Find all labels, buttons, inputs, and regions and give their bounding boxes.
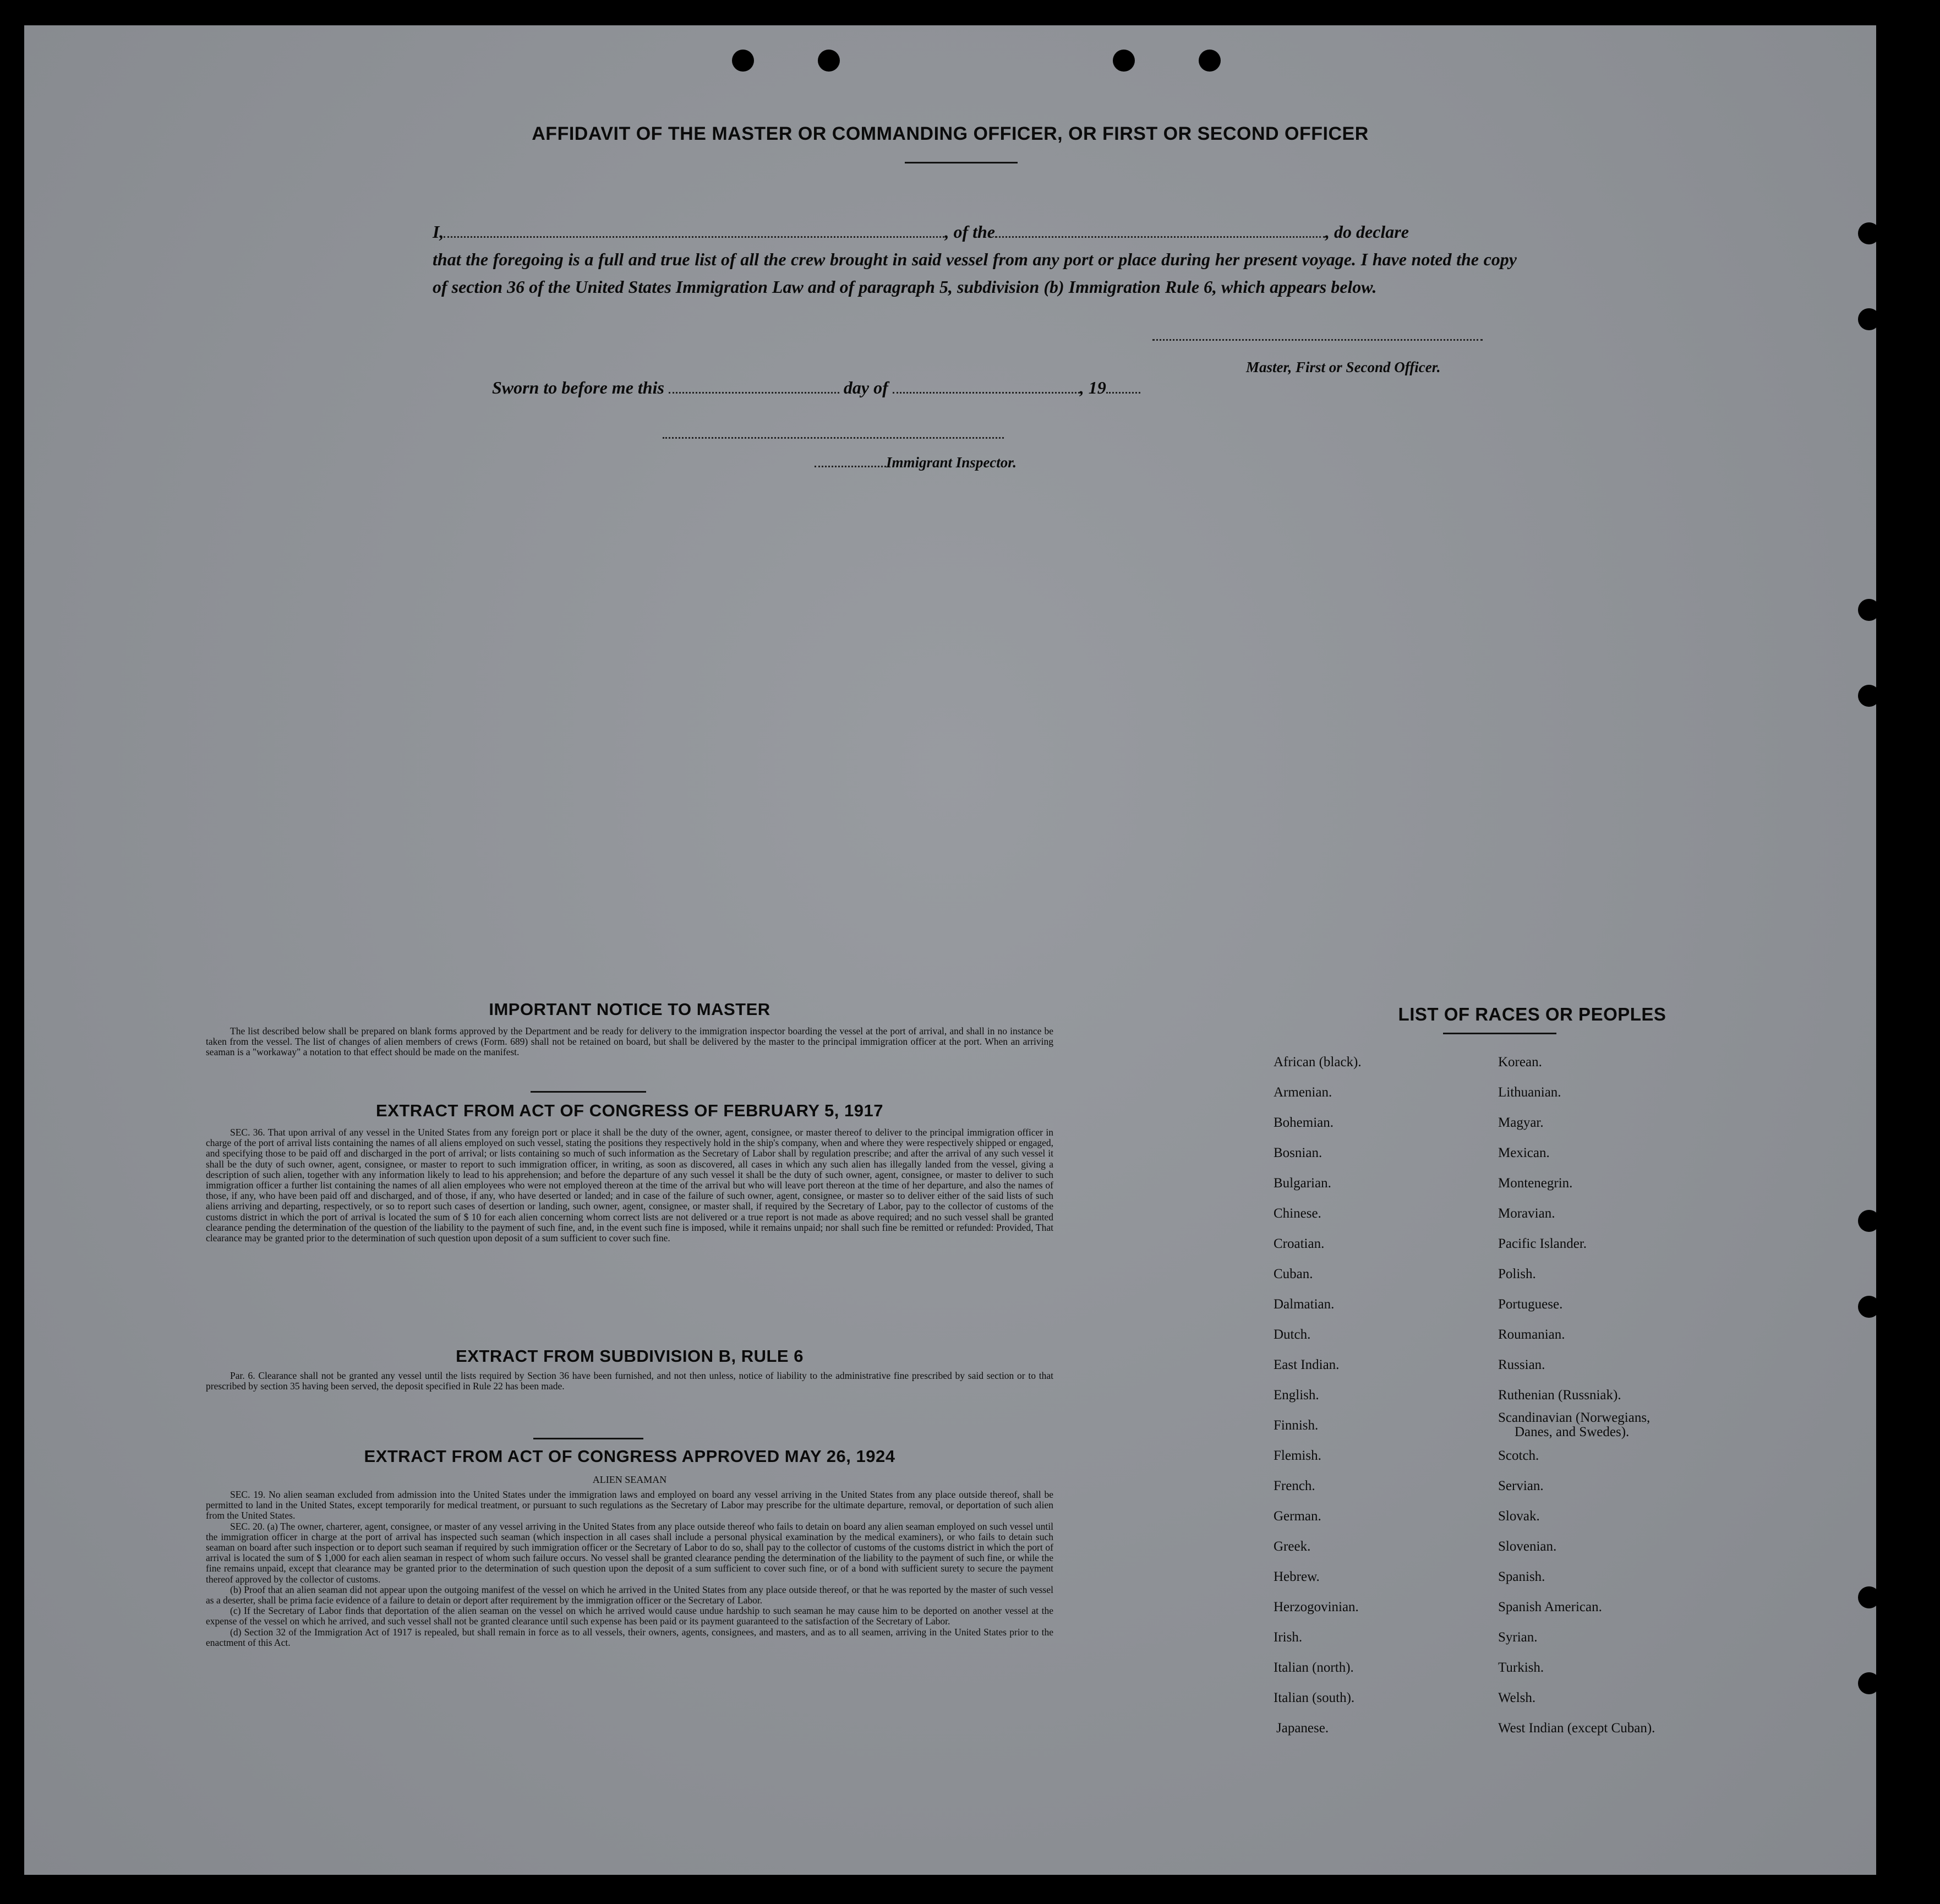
race-item: Croatian. [1274,1236,1325,1251]
punch-hole [732,50,754,72]
act-1924-title: EXTRACT FROM ACT OF CONGRESS APPROVED MAY 26, 1924 [364,1447,895,1466]
vessel-name-field[interactable] [995,223,1325,238]
inspector-name-field[interactable] [815,452,886,467]
race-item: Italian (north). [1274,1660,1354,1675]
title-underline [905,162,1018,163]
master-signature-line[interactable] [1152,339,1483,341]
par-6-paragraph: Par. 6. Clearance shall not be granted any vessel until the lists required by Section 36 have been furnished, and not then unless, notice of liability to the administrative fine prescribed by said section or to that prescribed by section 35 having been served, the deposit specified in Rule 22 has been made. [206,1370,1053,1392]
race-item: Mexican. [1498,1145,1550,1160]
race-item: English. [1274,1388,1319,1403]
day-of-label: day of [843,378,888,397]
sec-20d-paragraph: (d) Section 32 of the Immigration Act of 1917 is repealed, but shall remain in force as to all vessels, their owners, agents, consignees, and masters, and as to all seamen, arriving in the United States prior to the enactment of this Act. [206,1626,1053,1648]
punch-hole [1199,50,1221,72]
affidavit-text [433,218,1517,301]
race-item: Herzogovinian. [1274,1600,1359,1614]
rule-6-text [206,1371,1053,1392]
race-item: Scandinavian (Norwegians, [1498,1410,1651,1425]
race-item: Japanese. [1276,1721,1329,1736]
race-item: Spanish. [1498,1569,1545,1584]
sec-20b-paragraph: (b) Proof that an alien seaman did not appear upon the outgoing manifest of the vessel on which he arrived in the United States from any place outside thereof, or that he was reported by the master of such vessel as a deserter, shall be prima facie evidence of a failure to detain or deport after requirement by the immigration officer or the Secretary of Labor. [206,1584,1053,1606]
punch-hole [1858,308,1880,330]
punch-hole [818,50,840,72]
act-1924-text [206,1490,1053,1648]
race-item: Bosnian. [1274,1145,1323,1160]
punch-hole [1858,1296,1880,1318]
race-item: Dutch. [1274,1327,1311,1342]
race-item: Roumanian. [1498,1327,1565,1342]
sworn-day-field[interactable] [669,379,839,394]
race-item: Korean. [1498,1055,1542,1070]
race-item: Ruthenian (Russniak). [1498,1388,1621,1403]
declarant-name-field[interactable] [444,223,944,238]
race-item: African (black). [1274,1055,1362,1070]
race-item: Moravian. [1498,1206,1555,1221]
race-item: Slovenian. [1498,1539,1557,1554]
race-item: Armenian. [1274,1085,1332,1100]
declaration-text: that the foregoing is a full and true list of all the crew brought in said vessel from any port or place during her present voyage. I have noted the copy of section 36 of the United States Immigration Law and of paragraph 5, subdivision (b) Immigration Rule 6, which appears below. [433,249,1517,297]
race-item: Irish. [1274,1630,1303,1645]
race-item: Slovak. [1498,1509,1540,1524]
race-item: Syrian. [1498,1630,1538,1645]
sec-36-paragraph: SEC. 36. That upon arrival of any vessel in the United States from any foreign port or place it shall be the duty of the owner, agent, consignee, or master thereof to deliver to the principal immigration officer in charge of the port of arrival lists containing the names of all aliens employed on such vessel, stating the positions they respectively hold in the ship's company, when and where they were respectively shipped or engaged, and specifying those to be paid off and discharged in the port of arrival; or lists containing so much of such information as the Secretary of Labor shall by regulation prescribe; and after the arrival of any such vessel it shall be the duty of such owner, agent, consignee, or master to report to such immigration officer, in writing, as soon as discovered, all cases in which any such alien has illegally landed from the vessel, giving a description of such alien, together with any information likely to lead to his apprehension; and before the departure of any such vessel it shall be the duty of such owner, agent, consignee, or master to deliver to such immigration officer a further list containing the names of all alien employees who were not employed thereon at the time of the arrival but who will leave port thereon at the time of her departure, and also the names of those, if any, who have been paid off and discharged, and of those, if any, who have deserted or landed; and in case of the failure of such owner, agent, consignee, or master so to deliver either of the said lists of such aliens arriving and departing, respectively, or so to report such cases of desertion or landing, such owner, agent, consignee, or master shall, if required by the Secretary of Labor, pay to the collector of customs of the customs district in which the port of arrival is located the sum of $ 10 for each alien concerning whom correct lists are not delivered or a true report is not made as above required; and no such vessel shall be granted clearance pending the determination of the question of the liability to the payment of such fine, and, in the event such fine is imposed, while it remains unpaid; nor shall such fine be remitted or refunded: Provided, That clearance may be granted prior to the determination of such question upon deposit of a sum sufficient to cover such fine. [206,1127,1053,1244]
race-item: French. [1274,1479,1315,1493]
punch-hole [1858,1210,1880,1232]
race-item: Montenegrin. [1498,1176,1573,1191]
race-item: Bulgarian. [1274,1176,1331,1191]
race-item: Pacific Islander. [1498,1236,1587,1251]
race-item: Bohemian. [1274,1115,1334,1130]
inspector-signature-line[interactable] [663,437,1004,439]
inspector-label-row [815,452,1017,471]
race-item: East Indian. [1274,1357,1340,1372]
rule-6-title: EXTRACT FROM SUBDIVISION B, RULE 6 [456,1346,804,1366]
divider [533,1438,643,1439]
race-item: Welsh. [1498,1690,1536,1705]
punch-hole [1858,222,1880,244]
notice-text [206,1026,1053,1058]
race-item: Cuban. [1274,1267,1313,1281]
affidavit-title: AFFIDAVIT OF THE MASTER OR COMMANDING OFFICER, OR FIRST OR SECOND OFFICER [532,123,1369,144]
race-item: Scotch. [1498,1448,1539,1463]
punch-hole [1858,599,1880,621]
sec-20a-paragraph: SEC. 20. (a) The owner, charterer, agent, consignee, or master of any vessel arriving in the United States from any place outside thereof who fails to detain on board any alien seaman employed on such vessel until the immigration officer in charge at the port of arrival has inspected such seaman (which inspection in all cases shall include a personal physical examination by the medical examiners), or who fails to detain such seaman on board after such inspection or to deport such seaman if required by such immigration officer or the Secretary of Labor to do so, shall pay to the collector of customs of the customs district in which the port of arrival is located the sum of $ 1,000 for each alien seaman in respect of whom such failure occurs. No vessel shall be granted clearance pending the determination of the liability to the payment of such fine, or while the fine remains unpaid, except that clearance may be granted prior to the determination of such question upon the deposit of a sum sufficient to cover such fine, or of a bond with sufficient surety to secure the payment thereof approved by the collector of customs. [206,1520,1053,1585]
race-item: Chinese. [1274,1206,1321,1221]
of-the-label: , of the [944,222,995,242]
race-item: Spanish American. [1498,1600,1602,1614]
inspector-label: Immigrant Inspector. [886,454,1017,471]
race-item: Italian (south). [1274,1690,1355,1705]
sworn-label: Sworn to before me this [492,378,664,397]
master-signature-label: Master, First or Second Officer. [1246,359,1441,375]
punch-hole [1113,50,1135,72]
race-item: German. [1274,1509,1321,1524]
year-label: , 19 [1079,378,1106,397]
sec-20c-paragraph: (c) If the Secretary of Labor finds that deportation of the alien seaman on the vessel on which he arrived would cause undue hardship to such seaman he may cause him to be deported on another vessel at the expense of the vessel on which he arrived, and such vessel shall not be granted clearance until such expense has been paid or its payment guaranteed to the satisfaction of the Secretary of Labor. [206,1605,1053,1627]
alien-seaman-subtitle: ALIEN SEAMAN [592,1474,667,1485]
race-item: Turkish. [1498,1660,1544,1675]
punch-hole [1858,1586,1880,1608]
punch-hole [1858,685,1880,707]
races-title: LIST OF RACES OR PEOPLES [1398,1004,1666,1024]
race-item: Danes, and Swedes). [1515,1425,1630,1439]
race-item: Polish. [1498,1267,1536,1281]
race-item: Magyar. [1498,1115,1544,1130]
form-page [24,25,1876,1875]
race-item: Hebrew. [1274,1569,1320,1584]
act-1917-title: EXTRACT FROM ACT OF CONGRESS OF FEBRUARY 5, 1917 [376,1101,883,1120]
race-item: Flemish. [1274,1448,1321,1463]
race-item: Finnish. [1274,1418,1319,1433]
race-item: Lithuanian. [1498,1085,1561,1100]
notice-title: IMPORTANT NOTICE TO MASTER [489,1000,770,1019]
race-item: Servian. [1498,1479,1544,1493]
divider [531,1091,646,1093]
notice-paragraph: The list described below shall be prepared on blank forms approved by the Department and be ready for delivery to the immigration inspector boarding the vessel at the port of arrival, and shall in no instance be taken from the vessel. The list of changes of alien members of crews (Form. 689) shall not be retained on board, but shall be delivered by the master to the principal immigration officer at the port. When an arriving seaman is a "workaway" a notation to that effect should be made on the manifest. [206,1025,1053,1058]
do-declare-label: , do declare [1325,222,1409,242]
race-item: Russian. [1498,1357,1545,1372]
declarant-prefix: I, [433,222,444,242]
sworn-line [492,378,1140,398]
sec-19-paragraph: SEC. 19. No alien seaman excluded from admission into the United States under the immigration laws and employed on board any vessel arriving in the United States from any place outside thereof, shall be permitted to land in the United States, except temporarily for medical treatment, or pursuant to such regulations as the Secretary of Labor may prescribe for the ultimate departure, removal, or deportation of such alien from the United States. [206,1489,1053,1521]
act-1917-text [206,1127,1053,1243]
sworn-month-field[interactable] [893,379,1080,394]
races-title-underline [1443,1033,1556,1034]
sworn-year-field[interactable] [1106,379,1140,394]
race-item: Greek. [1274,1539,1311,1554]
punch-hole [1858,1672,1880,1694]
race-item: Portuguese. [1498,1297,1563,1312]
race-item: Dalmatian. [1274,1297,1335,1312]
race-item: West Indian (except Cuban). [1498,1721,1655,1736]
